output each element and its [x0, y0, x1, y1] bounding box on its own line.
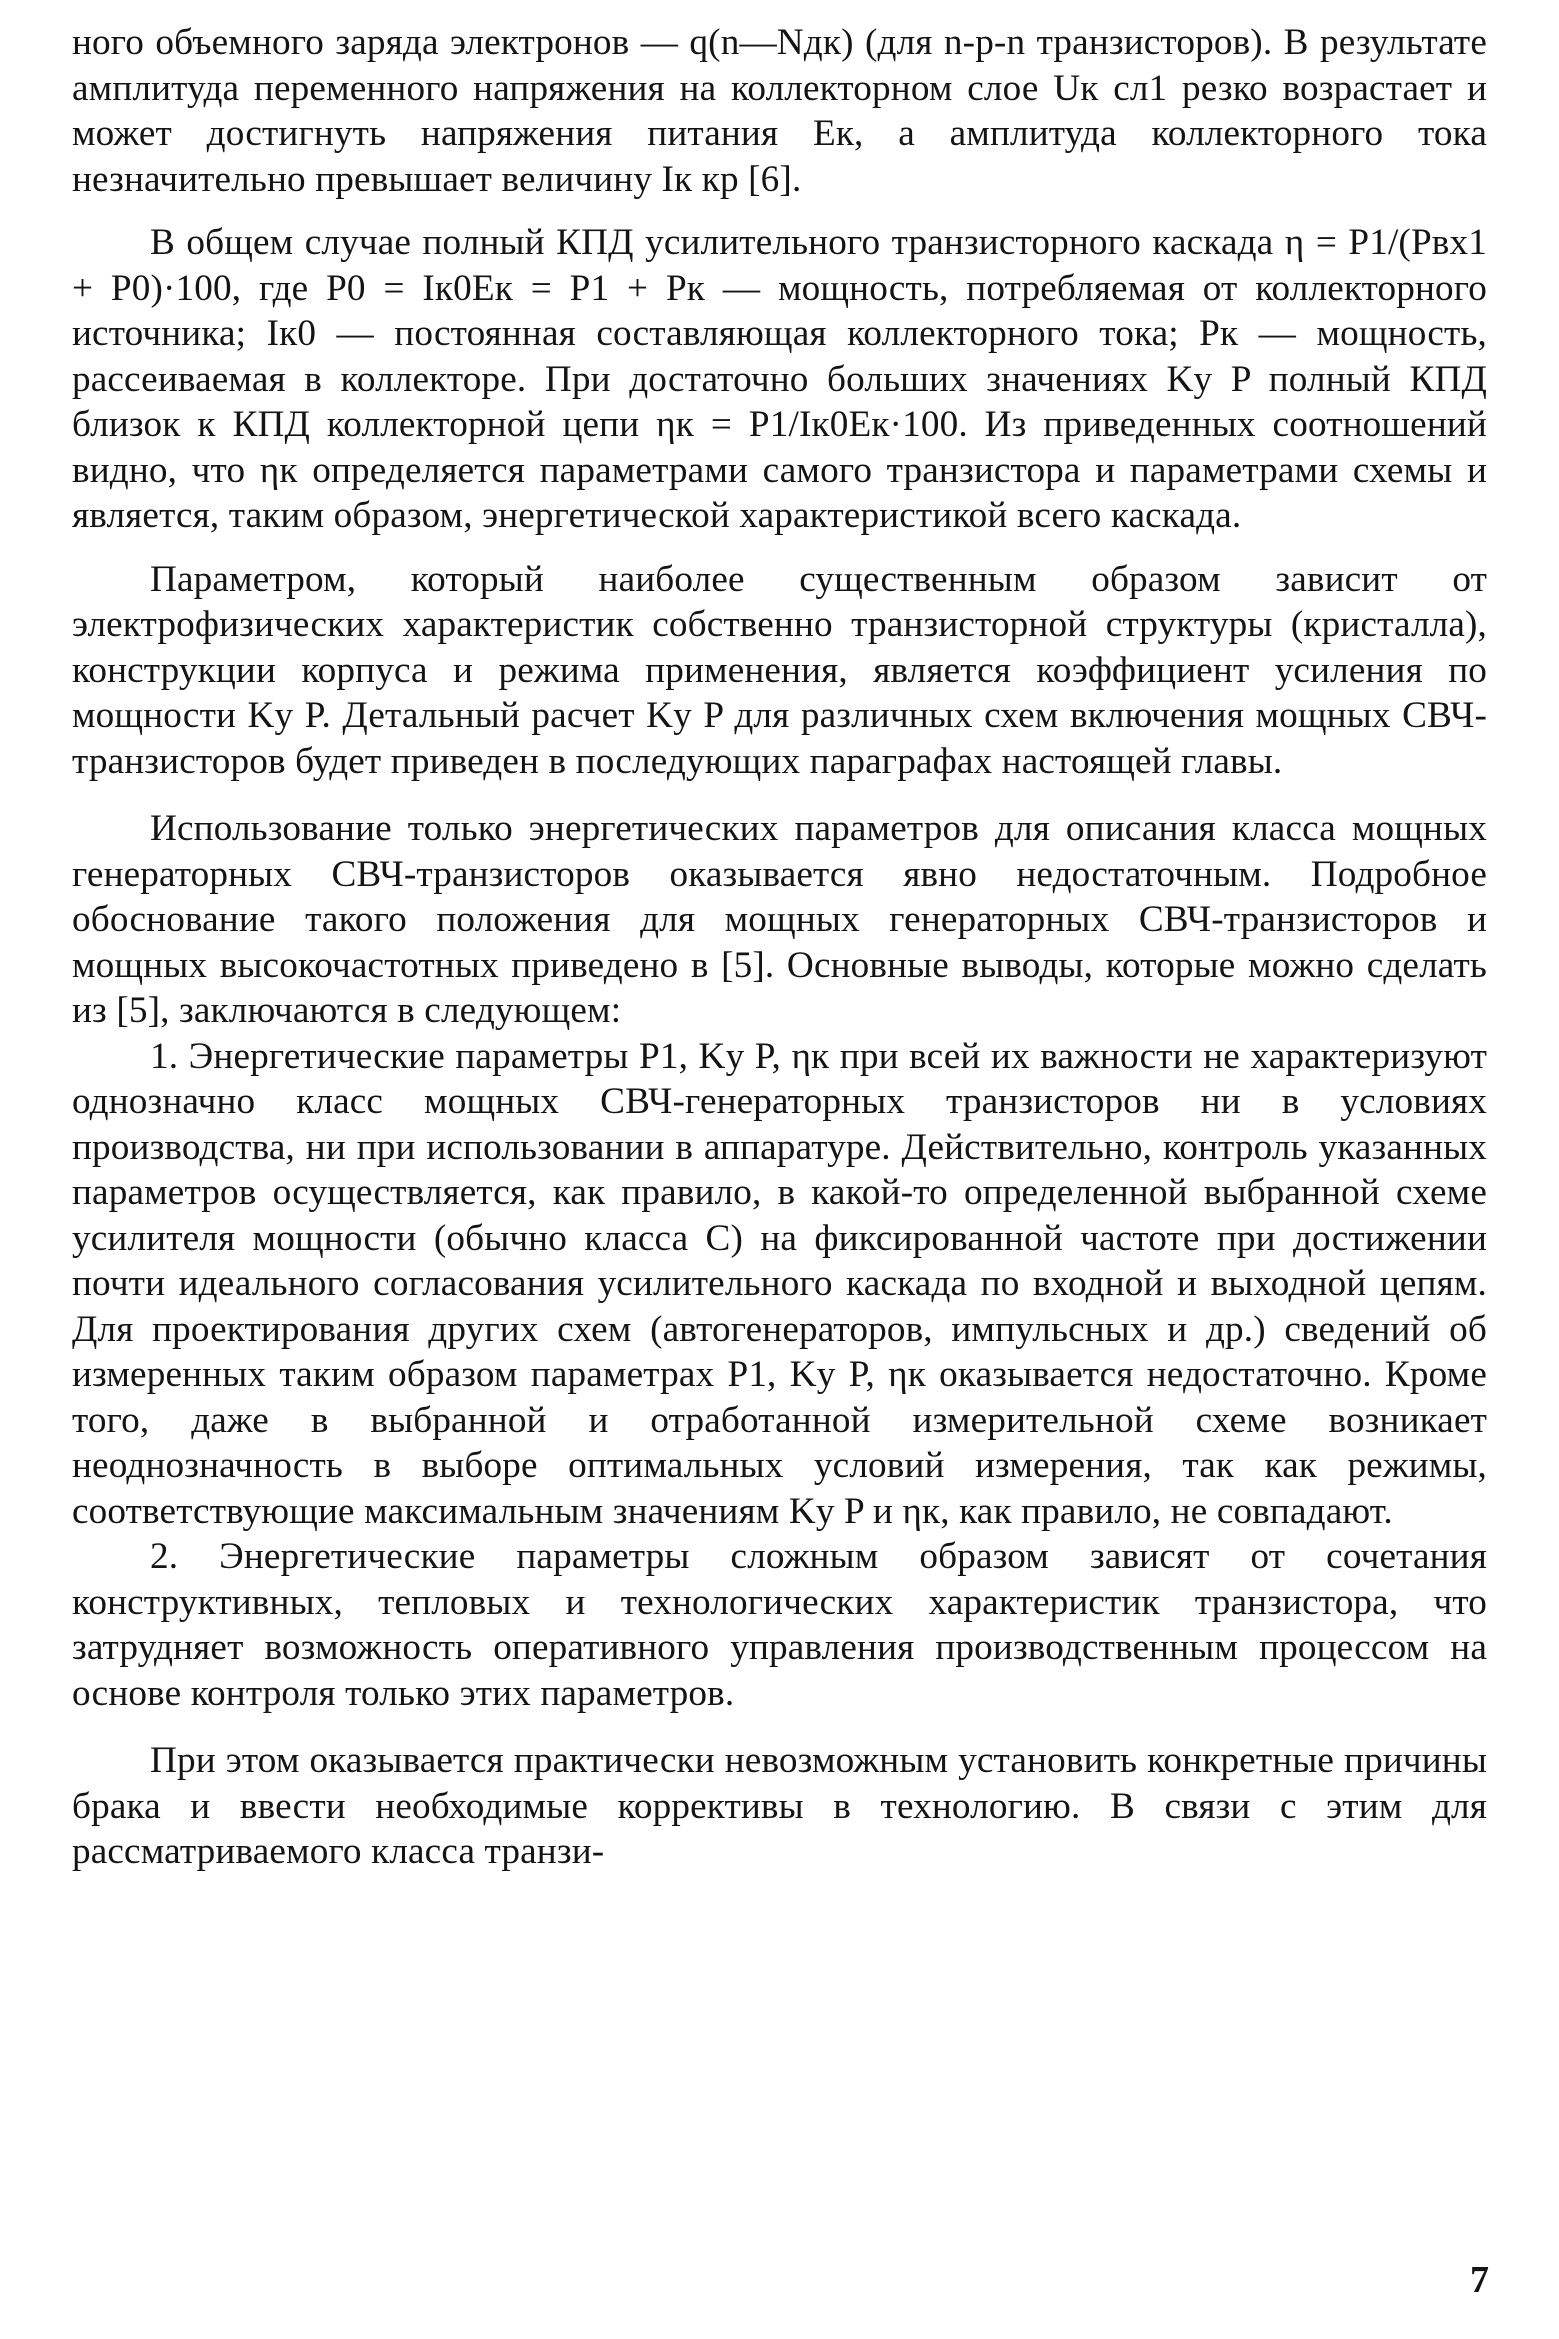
paragraph-efficiency: В общем случае полный КПД усилительного транзисторного каскада η = P1/(Pвх1 + P0)·100, где P0 = Iк0Eк = P1 + Pк — мощность, потребляемая от коллекторного источника; Iк0 — постоянная составляющая коллекторного тока; Pк — мощность, рассеиваемая в коллекторе. При достаточно больших значениях Kу P полный КПД близок к КПД коллекторной цепи ηк = P1/Iк0Eк·100. Из приведенных соотношений видно, что ηк определяется параметрами самого транзистора и параметрами схемы и является, таким образом, энергетической характеристикой всего каскада.: [72, 222, 1487, 536]
list-item-1: 1. Энергетические параметры P1, Kу P, ηк при всей их важности не характеризуют однозначно класс мощных СВЧ-генераторных транзисторов ни в условиях производства, ни при использовании в аппаратуре. Действительно, контроль указанных параметров осуществляется, как правило, в какой-то определенной выбранной схеме усилителя мощности (обычно класса C) на фиксированной частоте при достижении почти идеального согласования усилительного каскада по входной и выходной цепям. Для проектирования других схем (автогенераторов, импульсных и др.) сведений об измеренных таким образом параметрах P1, Kу P, ηк оказывается недостаточно. Кроме того, даже в выбранной и отработанной измерительной схеме возникает неоднозначность в выборе оптимальных условий измерения, так как режимы, соответствующие максимальным значениям Kу P и ηк, как правило, не совпадают.: [72, 1035, 1487, 1532]
paragraph-continuation: ного объемного заряда электронов — q(n—Nдк) (для n-p-n транзисторов). В результате амплитуда переменного напряжения на коллекторном слое Uк сл1 резко возрастает и может достигнуть напряжения питания Eк, а амплитуда коллекторного тока незначительно превышает величину Iк кр [6].: [72, 22, 1487, 200]
page-body: [72, 20, 1487, 1875]
page-number: 7: [1470, 2259, 1489, 2301]
paragraph-power-gain: Параметром, который наиболее существенным образом зависит от электрофизических характеристик собственно транзисторной структуры (кристалла), конструкции корпуса и режима применения, является коэффициент усиления по мощности Kу P. Детальный расчет Kу P для различных схем включения мощных СВЧ-транзисторов будет приведен в последующих параграфах настоящей главы.: [72, 558, 1487, 782]
list-item-2: 2. Энергетические параметры сложным образом зависят от сочетания конструктивных, тепловых и технологических характеристик транзистора, что затрудняет возможность оперативного управления производственным процессом на основе контроля только этих параметров.: [72, 1536, 1487, 1714]
paragraph-defects: При этом оказывается практически невозможным установить конкретные причины брака и ввести необходимые коррективы в технологию. В связи с этим для рассматриваемого класса транзи-: [72, 1740, 1487, 1872]
paragraph-energy-parameters: Использование только энергетических параметров для описания класса мощных генераторных СВЧ-транзисторов оказывается явно недостаточным. Подробное обоснование такого положения для мощных генераторных СВЧ-транзисторов и мощных высокочастотных приведено в [5]. Основные выводы, которые можно сделать из [5], заключаются в следующем:: [72, 808, 1487, 1031]
